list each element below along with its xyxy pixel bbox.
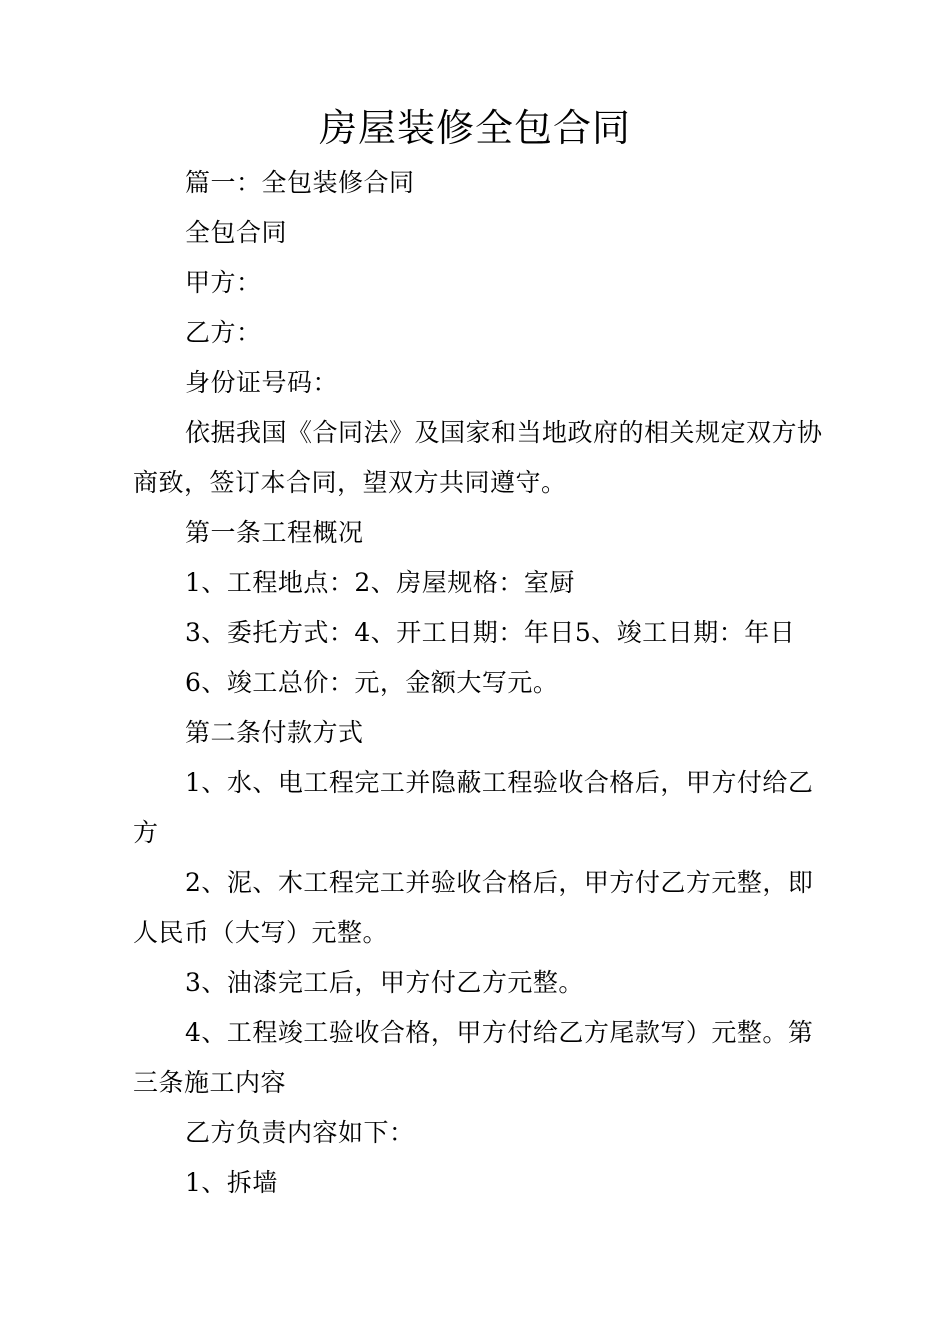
paragraph-article-3-item-1: 1、拆墙: [185, 1168, 278, 1197]
paragraph-id-number: 身份证号码：: [185, 368, 339, 397]
paragraph-article-1-item-6: 6、竣工总价：元，金额大写元。: [185, 668, 559, 697]
paragraph-article-1-heading: 第一条工程概况: [185, 518, 364, 547]
paragraph-article-2-item-2: 2、泥、木工程完工并验收合格后，甲方付乙方元整，即人民币（大写）元整。: [133, 868, 814, 947]
paragraph-article-2-item-4: 4、工程竣工验收合格，甲方付给乙方尾款写）元整。第三条施工内容: [133, 1018, 814, 1097]
paragraph-article-2-heading: 第二条付款方式: [185, 718, 364, 747]
paragraph-party-a: 甲方：: [185, 268, 262, 297]
document-title: 房屋装修全包合同: [318, 106, 631, 150]
paragraph-article-3-intro: 乙方负责内容如下：: [185, 1118, 415, 1147]
paragraph-contract-name: 全包合同: [185, 218, 288, 247]
paragraph-section-heading: 篇一：全包装修合同: [185, 168, 415, 197]
paragraph-party-b: 乙方：: [185, 318, 262, 347]
paragraph-article-2-item-1: 1、水、电工程完工并隐蔽工程验收合格后，甲方付给乙方: [133, 768, 814, 847]
paragraph-article-1-item-1: 1、工程地点：2、房屋规格：室厨: [185, 568, 575, 597]
paragraph-article-2-item-3: 3、油漆完工后，甲方付乙方元整。: [185, 968, 584, 997]
document-body: [133, 158, 823, 1208]
paragraph-preamble: 依据我国《合同法》及国家和当地政府的相关规定双方协商致，签订本合同，望双方共同遵守。: [133, 418, 823, 497]
paragraph-article-1-item-3: 3、委托方式：4、开工日期：年日5、竣工日期：年日: [185, 618, 796, 647]
